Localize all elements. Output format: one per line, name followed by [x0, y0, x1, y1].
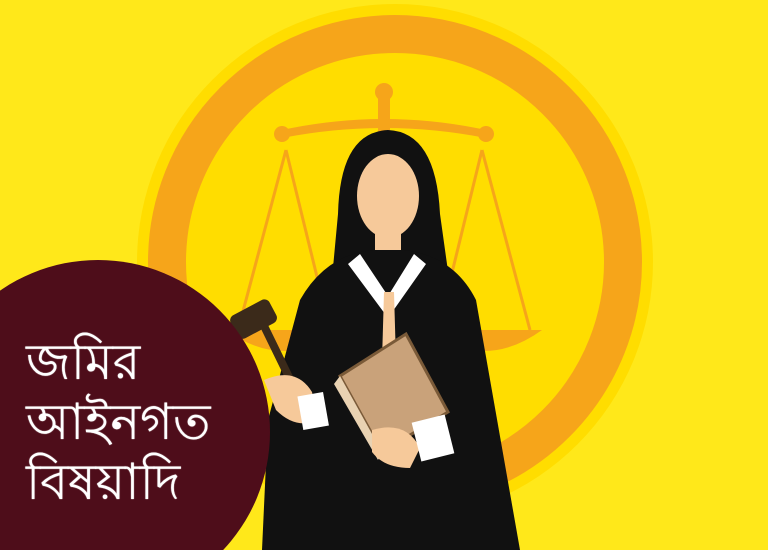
title-line-1: জমির — [26, 333, 141, 391]
title-line-2: আইনগত — [26, 393, 211, 451]
face — [357, 154, 419, 238]
title-line-3: বিষয়াদি — [26, 453, 181, 511]
bengali-title — [26, 332, 226, 512]
